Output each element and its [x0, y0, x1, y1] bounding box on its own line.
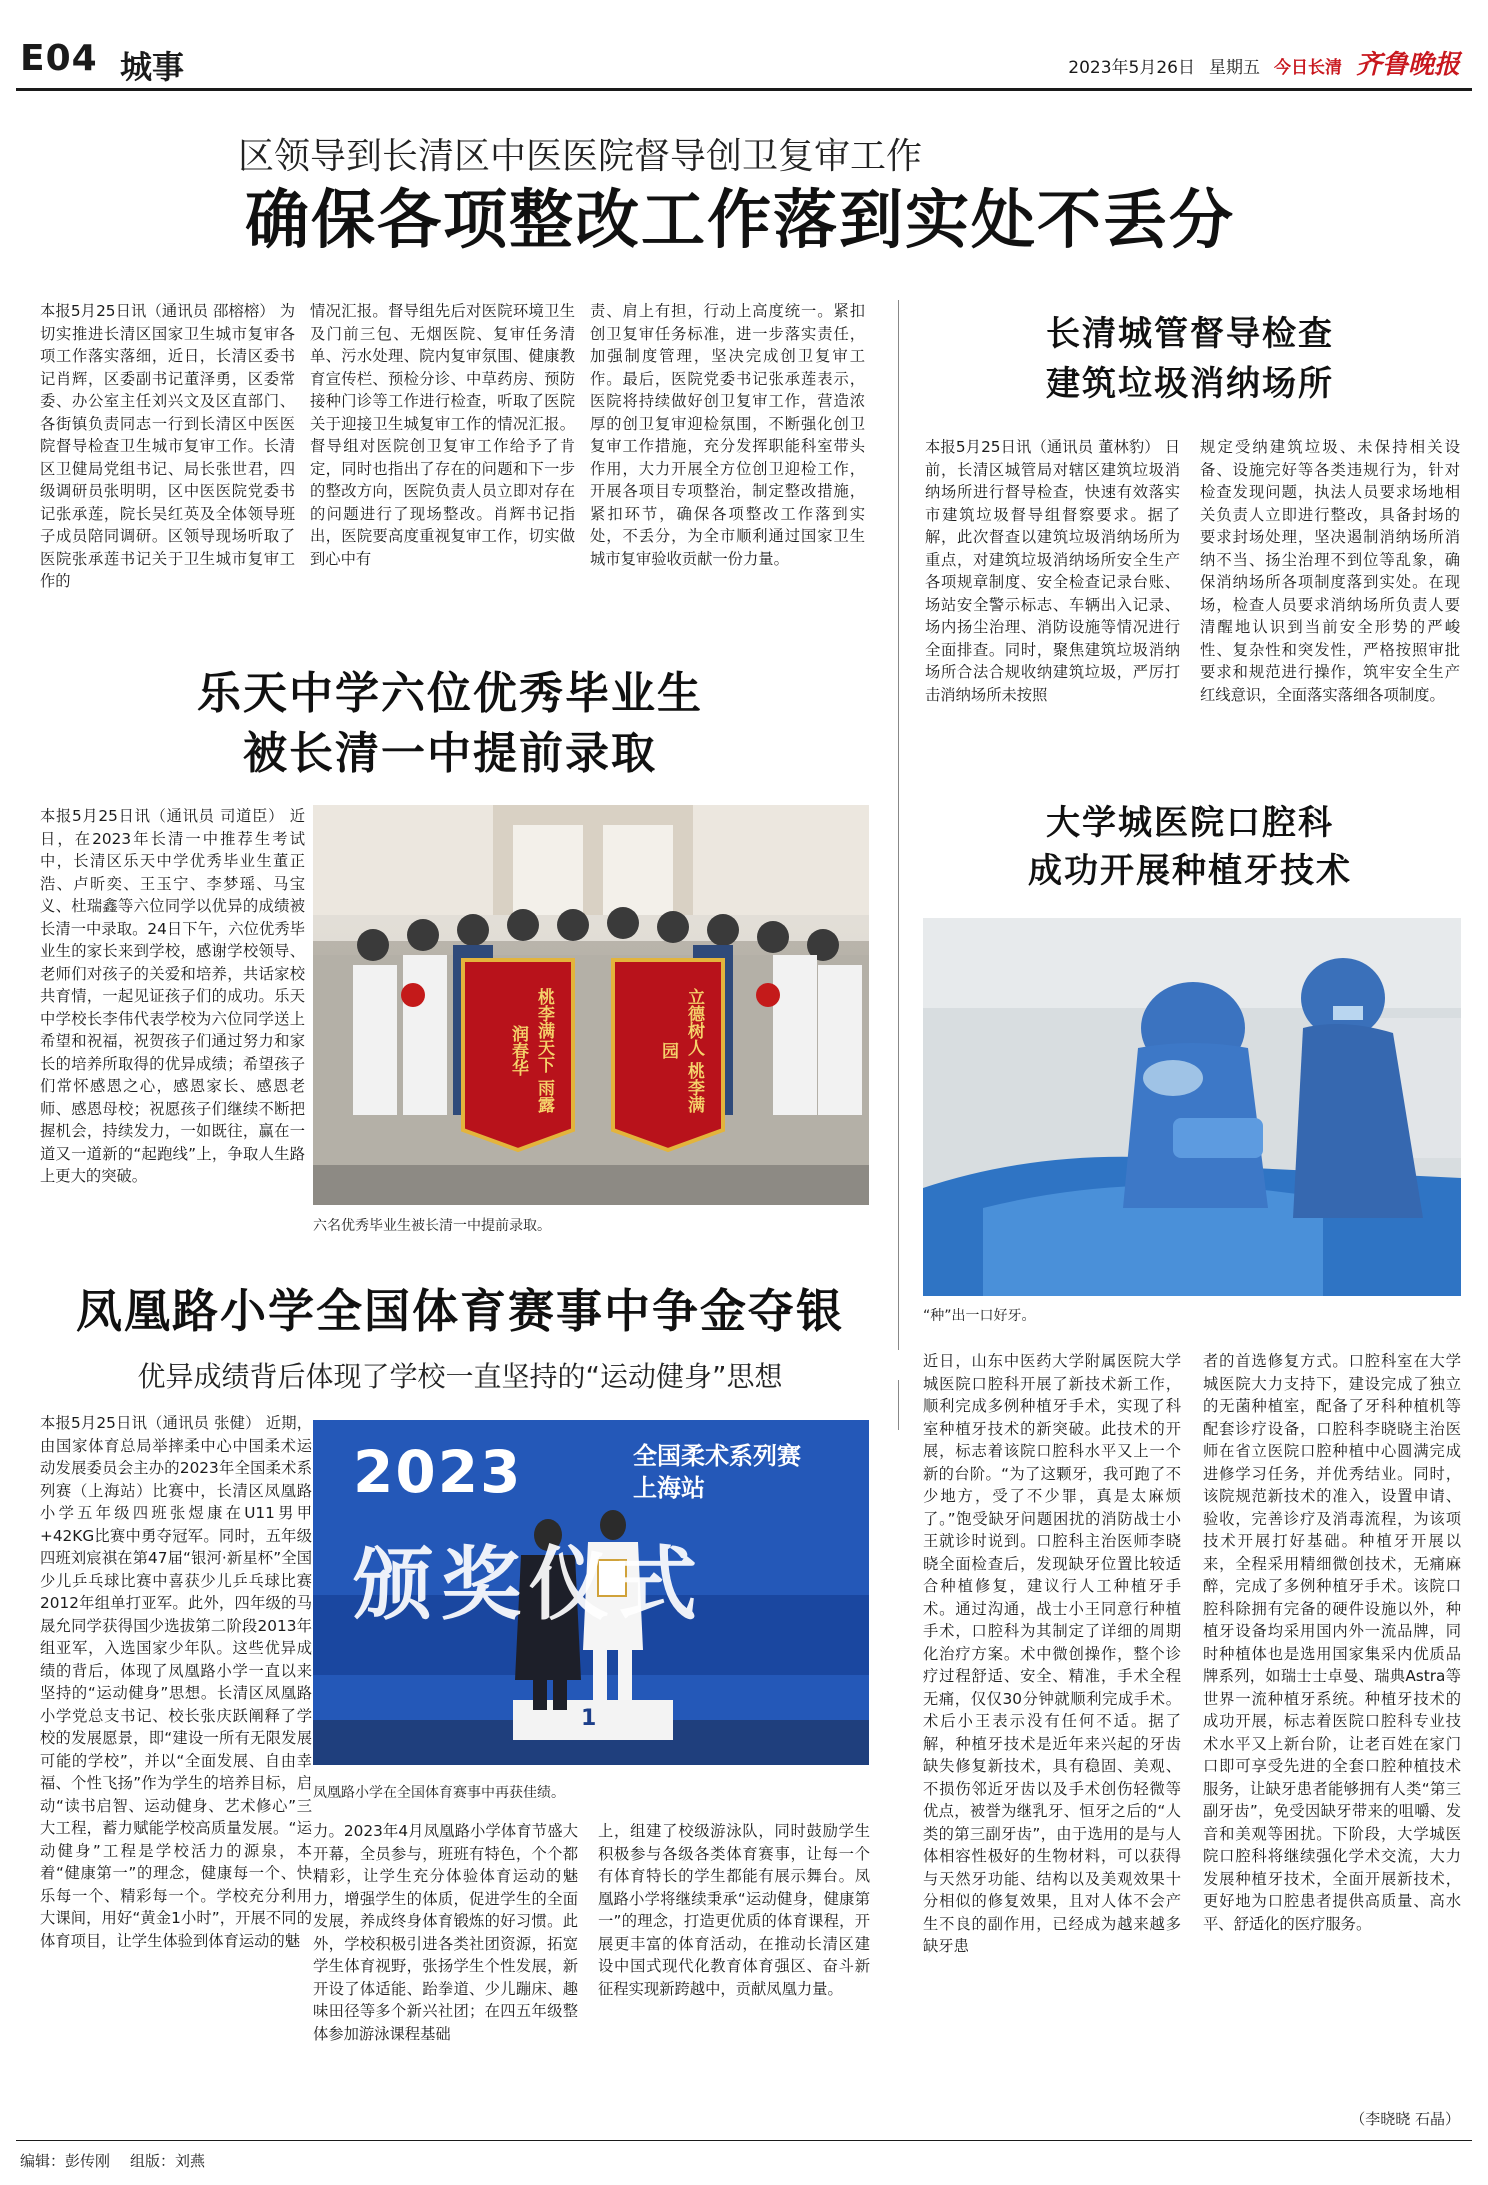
banner-right-text: 立德树人 桃李满园 [658, 987, 704, 1113]
article4-byline: （李晓晓 石晶） [1350, 2110, 1460, 2128]
article1-column-3: 责、肩上有担，行动上高度统一。紧扣创卫复审任务标准，进一步落实责任，加强制度管理，坚决完成创卫复审工作。最后，医院党委书记张承莲表示，医院将持续做好创卫复审工作，营造浓厚的创卫复审迎检氛围，不断强化创卫复审工作措施，充分发挥职能科室带头作用，大力开展全方位创卫迎检工作，开展各项目专项整治，制定整改措施，紧扣环节，确保各项整改工作落到实处，不丢分，为全市顺利通过国家卫生城市复审验收贡献一份力量。 [590, 302, 865, 568]
footer-editor: 编辑：彭传刚 [20, 2152, 111, 2170]
article1-column-1: 本报5月25日讯（通讯员 邵榕榕） 为切实推进长清区国家卫生城市复审各项工作落实落细，近日，长清区委书记肖辉，区委副书记董泽勇，区委常委、办公室主任刘兴文及区直部门、各街镇负责同志一行到长清区中医医院督导检查卫生城市复审工作。长清区卫健局党组书记、局长张世君，四级调研员张明明，区中医医院党委书记张承莲，院长吴红英及全体领导班子成员陪同调研。区领导现场听取了医院张承莲书记关于卫生城市复审工作的 [40, 302, 295, 590]
banner-left-text: 桃李满天下 雨露润春华 [508, 987, 554, 1113]
article5-column-1: 本报5月25日讯（通讯员 张健） 近期，由国家体育总局举摔柔中心中国柔术运动发展委员会主办的2023年全国柔术系列赛（上海站）比赛中，长清区凤凰路小学五年级四班张煜康在U11男甲+42KG比赛中勇夺冠军。同时，五年级四班刘宸祺在第47届“银河·新星杯”全国少儿乒乓球比赛中喜获少儿乒乓球比赛2012年组单打亚军。此外，四年级的马晟允同学获得国少选拔第二阶段2013年组亚军，入选国家少年队。这些优异成绩的背后，体现了凤凰路小学一直以来坚持的“运动健身”思想。长清区凤凰路小学党总支书记、校长张庆跃阐释了学校的发展愿景，即“建设一所有无限发展可能的学校”，并以“全面发展、自由幸福、个性飞扬”作为学生的培养目标，启动“读书启智、运动健身、艺术修心”三大工程，蓄力赋能学校高质量发展。“运动健身”工程是学校活力的源泉，本着“健康第一”的理念，健康每一个、快乐每一个、精彩每一个。学校充分利用大课间，用好“黄金1小时”，开展不同的体育项目，让学生体验到体育运动的魅 [40, 1414, 312, 1950]
article4-title-line1: 大学城医院口腔科 [1046, 803, 1334, 843]
article4-column-1: 近日，山东中医药大学附属医院大学城医院口腔科开展了新技术新工作，顺利完成多例种植牙手术，实现了科室种植牙技术的新突破。此技术的开展，标志着该院口腔科水平又上一个新的台阶。“为了这颗牙，我可跑了不少地方，受了不少罪，真是太麻烦了。”饱受缺牙问题困扰的消防战士小王就诊时说到。口腔科主治医师李晓晓全面检查后，发现缺牙位置比较适合种植修复，建议行人工种植牙手术。通过沟通，战士小王同意行种植手术，口腔科为其制定了详细的周期化治疗方案。术中微创操作，整个诊疗过程舒适、安全、精准，手术全程无痛，仅仅30分钟就顺利完成手术。术后小王表示没有任何不适。据了解，种植牙技术是近年来兴起的牙齿缺失修复新技术，具有稳固、美观、不损伤邻近牙齿以及手术创伤轻微等优点，被誉为继乳牙、恒牙之后的“人类的第三副牙齿”，由于选用的是与人体相容性极好的生物材料，可以获得与天然牙功能、结构以及美观效果十分相似的修复效果，且对人体不会产生不良的副作用，已经成为越来越多缺牙患 [923, 1352, 1181, 1955]
article4-title-line2: 成功开展种植牙技术 [1028, 851, 1352, 891]
article4-column-2: 者的首选修复方式。口腔科室在大学城医院大力支持下，建设完成了独立的无菌种植室，配备了牙科种植机等配套诊疗设备，口腔科李晓晓主治医师在省立医院口腔种植中心圆满完成进修学习任务，并优秀结业。同时，该院规范新技术的准入，设置申请、验收，完善诊疗及消毒流程，为该项技术开展打好基础。种植牙开展以来，全程采用精细微创技术，无痛麻醉，完成了多例种植牙手术。该院口腔科除拥有完备的硬件设施以外，种植牙设备均采用国内外一流品牌，同时种植体也是选用国家集采内优质品牌系列，如瑞士士卓曼、瑞典Astra等世界一流种植牙系统。种植牙技术的成功开展，标志着医院口腔科专业技术水平又上新台阶，让老百姓在家门口即可享受先进的全套口腔种植技术服务，让缺牙患者能够拥有人类“第三副牙齿”，免受因缺牙带来的咀嚼、发音和美观等困扰。下阶段，大学城医院口腔科将继续强化学术交流，大力发展种植牙技术，全面开展新技术，更好地为口腔患者提供高质量、高水平、舒适化的医疗服务。 [1203, 1352, 1461, 1933]
award-photo-caption: 凤凰路小学在全国体育赛事中再获佳绩。 [313, 1785, 565, 1801]
podium-number: 1 [581, 1706, 597, 1731]
section-name: 城事 [120, 48, 185, 86]
photo-ceremony-text: 颁奖仪式 [353, 1538, 705, 1631]
article5-column-2: 力。2023年4月凤凰路小学体育节盛大开幕，全员参与，班班有特色，个个都精彩，让学生充分体验体育运动的魅力，增强学生的体质，促进学生的全面发展，养成终身体育锻炼的好习惯。此外，学校积极引进各类社团资源，拓宽学生体育视野，张扬学生个性发展，新开设了体适能、跆拳道、少儿蹦床、趣味田径等多个新兴社团；在四五年级整体参加游泳课程基础 [313, 1822, 578, 2043]
issue-weekday: 星期五 [1208, 58, 1260, 78]
photo-event-line1: 全国柔术系列赛 [633, 1442, 801, 1470]
header-rule [16, 88, 1472, 91]
article1-column-2: 情况汇报。督导组先后对医院环境卫生及门前三包、无烟医院、复审任务清单、污水处理、院内复审氛围、健康教育宣传栏、预检分诊、中草药房、预防接种门诊等工作进行检查，听取了医院关于迎接卫生城复审工作的情况汇报。督导组对医院创卫复审工作给予了肯定，同时也指出了存在的问题和下一步的整改方向，医院负责人员立即对存在的问题进行了现场整改。肖辉书记指出，医院要高度重视复审工作，切实做到心中有 [310, 302, 575, 568]
article5-column-3: 上，组建了校级游泳队，同时鼓励学生积极参与各级各类体育赛事，让每一个有体育特长的学生都能有展示舞台。凤凰路小学将继续秉承“运动健身，健康第一”的理念，打造更优质的体育课程，开展更丰富的体育活动，在推动长清区建设中国式现代化教育体育强区、奋斗新征程实现新跨越中，贡献凤凰力量。 [598, 1822, 870, 1998]
article2-column-2: 规定受纳建筑垃圾、未保持相关设备、设施完好等各类违规行为，针对检查发现问题，执法人员要求场地相关负责人立即进行整改，具备封场的要求封场处理，坚决遏制消纳场所消纳不当、扬尘治理不到位等乱象，确保消纳场所各项制度落到实处。在现场，检查人员要求消纳场所负责人要清醒地认识到当前安全形势的严峻性、复杂性和突发性，严格按照审批要求和规范进行操作，筑牢安全生产红线意识，全面落实落细各项制度。 [1200, 438, 1460, 704]
dental-surgery-illustration [923, 918, 1461, 1296]
article3-title-line2: 被长清一中提前录取 [243, 728, 657, 779]
award-ceremony-photo [313, 1420, 869, 1765]
graduates-photo [313, 805, 869, 1205]
footer-rule [16, 2140, 1472, 2141]
article2-column-1: 本报5月25日讯（通讯员 董林豹） 日前，长清区城管局对辖区建筑垃圾消纳场所进行督导检查，快速有效落实市建筑垃圾督导组督察要求。据了解，此次督查以建筑垃圾消纳场所为重点，对建筑垃圾消纳场所安全生产各项规章制度、安全检查记录台账、场站安全警示标志、车辆出入记录、场内扬尘治理、消防设施等情况进行全面排查。同时，聚焦建筑垃圾消纳场所合法合规收纳建筑垃圾，严厉打击消纳场所未按照 [925, 438, 1180, 704]
article3-title-line1: 乐天中学六位优秀毕业生 [197, 668, 703, 719]
dental-photo-caption: “种”出一口好牙。 [923, 1308, 1036, 1324]
dental-surgery-photo [923, 918, 1461, 1296]
graduates-photo-illustration [313, 805, 869, 1205]
article1-title: 确保各项整改工作落到实处不丢分 [245, 183, 1235, 258]
article5-subtitle: 优异成绩背后体现了学校一直坚持的“运动健身”思想 [137, 1360, 783, 1393]
article2-title-line1: 长清城管督导检查 [1046, 314, 1334, 354]
column-divider-lower [898, 1380, 899, 1430]
article1-kicker: 区领导到长清区中医医院督导创卫复审工作 [237, 136, 922, 177]
article3-body: 本报5月25日讯（通讯员 司道臣） 近日，在2023年长清一中推荐生考试中，长清区乐天中学优秀毕业生董正浩、卢昕奕、王玉宁、李梦瑶、马宝义、杜瑞鑫等六位同学以优异的成绩被长清一中录取。24日下午，六位优秀毕业生的家长来到学校，感谢学校领导、老师们对孩子的关爱和培养，共话家校共育情，一起见证孩子们的成功。乐天中学校长李伟代表学校为六位同学送上希望和祝福，祝贺孩子们通过努力和家长的培养所取得的优异成绩；希望孩子们常怀感恩之心，感恩家长、感恩老师、感恩母校；祝愿孩子们继续不断把握机会，持续发力，一如既往，赢在一道又一道新的“起跑线”上，争取人生路上更大的突破。 [40, 807, 305, 1185]
article5-title: 凤凰路小学全国体育赛事中争金夺银 [76, 1284, 844, 1338]
graduates-photo-caption: 六名优秀毕业生被长清一中提前录取。 [313, 1218, 551, 1234]
edition-name: 今日长清 [1273, 58, 1342, 78]
column-divider [898, 300, 899, 1350]
page-number: E04 [20, 38, 98, 79]
header-meta [1068, 44, 1460, 81]
photo-year-text: 2023 [353, 1438, 523, 1506]
photo-event-line2: 上海站 [633, 1474, 705, 1502]
newspaper-masthead: 齐鲁晚报 [1355, 50, 1460, 80]
footer-layout: 组版：刘燕 [130, 2152, 206, 2170]
article2-title-line2: 建筑垃圾消纳场所 [1046, 364, 1334, 404]
issue-date: 2023年5月26日 [1068, 58, 1195, 78]
